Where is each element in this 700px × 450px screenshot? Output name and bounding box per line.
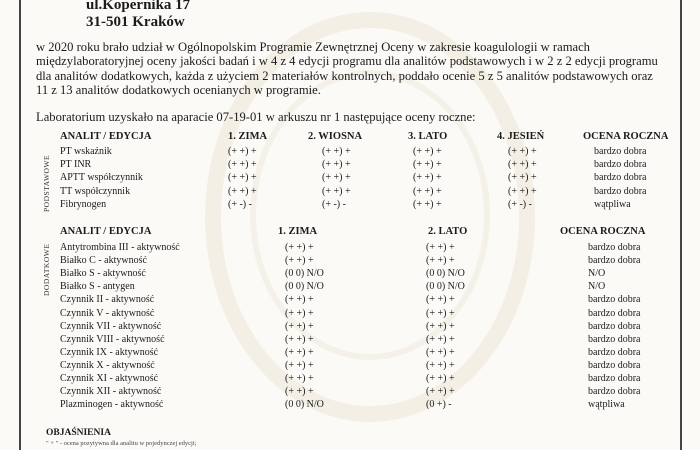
- additional-cell: (0 +) -: [426, 399, 452, 411]
- intro-paragraph: w 2020 roku brało udział w Ogólnopolskim Programie Zewnętrznej Oceny w zakresie koagulologii w ramach międzylaboratoryjnej oceny jakości badań i w 4 z 4 edycji programu dla analitów podstawowych i w 2 z 2 edycji programu dla analitów dodatkowych, każda z użyciem 2 materiałów kontrolnych, poddało ocenie 5 z 5 analitów podstawowych oraz 11 z 13 analitów dodatkowych ocenianych w programie.: [36, 40, 658, 97]
- basic-header-3: 3. LATO: [408, 131, 448, 142]
- basic-analyte-name: PT wskaźnik: [60, 146, 112, 157]
- basic-cell: (+ +) +: [322, 146, 351, 157]
- basic-cell: (+ -) -: [508, 198, 532, 210]
- additional-cell: (+ +) +: [426, 359, 455, 371]
- basic-cell: (+ +) +: [322, 159, 351, 171]
- additional-cell: (0 0) N/O: [285, 281, 324, 293]
- additional-cell: bardzo dobra: [588, 333, 641, 345]
- basic-cell: (+ +) +: [413, 198, 442, 210]
- notes-title: OBJAŚNIENIA: [46, 428, 111, 438]
- additional-analyte-name: Czynnik X - aktywność: [60, 359, 155, 371]
- basic-cell: (+ +) +: [322, 185, 351, 197]
- basic-cell: (+ +) +: [508, 146, 537, 157]
- additional-cell: bardzo dobra: [588, 386, 641, 398]
- additional-cell: bardzo dobra: [588, 346, 641, 358]
- additional-analyte-name: Czynnik XI - aktywność: [60, 373, 159, 384]
- basic-side-label: PODSTAWOWE: [42, 154, 51, 212]
- additional-analyte-name: Czynnik IX - aktywność: [60, 346, 159, 358]
- right-border: [680, 0, 682, 450]
- additional-cell: (+ +) +: [426, 294, 455, 306]
- additional-cell: (0 0) N/O: [426, 268, 465, 280]
- basic-cell: (+ +) +: [413, 172, 442, 184]
- additional-analyte-name: Czynnik XII - aktywność: [60, 386, 162, 398]
- basic-cell: bardzo dobra: [594, 185, 647, 197]
- left-border: [19, 0, 21, 450]
- additional-cell: bardzo dobra: [588, 255, 641, 267]
- address-city: 31-501 Kraków: [86, 14, 185, 30]
- basic-cell: (+ +) +: [508, 185, 537, 197]
- additional-analyte-name: Czynnik VII - aktywność: [60, 320, 162, 332]
- basic-cell: bardzo dobra: [594, 172, 647, 184]
- basic-header-1: 1. ZIMA: [228, 131, 268, 142]
- basic-header-0: ANALIT / EDYCJA: [60, 131, 152, 142]
- additional-cell: bardzo dobra: [588, 359, 641, 371]
- additional-analyte-name: Czynnik V - aktywność: [60, 307, 155, 319]
- basic-analyte-name: TT współczynnik: [60, 185, 131, 197]
- additional-cell: (+ +) +: [285, 294, 314, 306]
- basic-cell: bardzo dobra: [594, 146, 647, 157]
- additional-header-3: OCENA ROCZNA: [560, 226, 646, 237]
- additional-cell: (+ +) +: [285, 320, 314, 332]
- additional-analyte-name: Czynnik VIII - aktywność: [60, 333, 165, 345]
- additional-analyte-name: Białko C - aktywność: [60, 255, 147, 267]
- basic-cell: (+ +) +: [322, 172, 351, 184]
- additional-cell: bardzo dobra: [588, 320, 641, 332]
- additional-header-2: 2. LATO: [428, 226, 468, 237]
- additional-header-1: 1. ZIMA: [278, 226, 318, 237]
- additional-cell: bardzo dobra: [588, 373, 641, 384]
- additional-cell: (+ +) +: [426, 307, 455, 319]
- additional-cell: (+ +) +: [426, 320, 455, 332]
- additional-cell: (+ +) +: [285, 255, 314, 267]
- additional-analyte-name: Plazminogen - aktywność: [60, 399, 164, 411]
- additional-cell: N/O: [588, 281, 606, 293]
- additional-cell: bardzo dobra: [588, 294, 641, 306]
- additional-analyte-name: Białko S - aktywność: [60, 268, 146, 280]
- basic-cell: bardzo dobra: [594, 159, 647, 171]
- additional-cell: (+ +) +: [285, 333, 314, 345]
- additional-side-label: DODATKOWE: [42, 243, 51, 296]
- basic-analyte-name: APTT współczynnik: [60, 172, 143, 184]
- basic-cell: (+ +) +: [413, 146, 442, 157]
- additional-cell: (+ +) +: [285, 359, 314, 371]
- additional-cell: (0 0) N/O: [285, 399, 324, 411]
- basic-cell: (+ +) +: [413, 159, 442, 171]
- additional-cell: bardzo dobra: [588, 242, 641, 253]
- basic-cell: (+ +) +: [413, 185, 442, 197]
- additional-analyte-name: Białko S - antygen: [60, 281, 135, 293]
- additional-cell: (0 0) N/O: [285, 268, 324, 280]
- lab-line: Laboratorium uzyskało na aparacie 07-19-01 w arkuszu nr 1 następujące oceny roczne:: [36, 110, 476, 124]
- additional-cell: (+ +) +: [426, 373, 455, 384]
- basic-header-4: 4. JESIEŃ: [497, 131, 545, 142]
- basic-analyte-name: Fibrynogen: [60, 198, 107, 210]
- additional-cell: (+ +) +: [285, 386, 314, 398]
- additional-cell: bardzo dobra: [588, 307, 641, 319]
- additional-header-0: ANALIT / EDYCJA: [60, 226, 152, 237]
- basic-cell: wątpliwa: [594, 198, 631, 210]
- additional-cell: (+ +) +: [426, 386, 455, 398]
- additional-analyte-name: Antytrombina III - aktywność: [60, 242, 180, 253]
- additional-cell: (+ +) +: [285, 373, 314, 384]
- basic-cell: (+ +) +: [228, 159, 257, 171]
- additional-cell: (+ +) +: [426, 346, 455, 358]
- additional-cell: (+ +) +: [426, 333, 455, 345]
- additional-analyte-name: Czynnik II - aktywność: [60, 294, 155, 306]
- notes-text: " + " - ocena pozytywna dla analitu w pojedynczej edycji;: [46, 440, 197, 447]
- additional-cell: (+ +) +: [285, 242, 314, 253]
- additional-cell: (+ +) +: [285, 346, 314, 358]
- basic-cell: (+ +) +: [228, 172, 257, 184]
- basic-header-2: 2. WIOSNA: [308, 131, 363, 142]
- basic-cell: (+ -) -: [228, 198, 252, 210]
- basic-header-5: OCENA ROCZNA: [583, 131, 669, 142]
- basic-analyte-name: PT INR: [60, 159, 92, 171]
- additional-cell: (+ +) +: [426, 242, 455, 253]
- basic-cell: (+ +) +: [228, 146, 257, 157]
- basic-cell: (+ +) +: [228, 185, 257, 197]
- basic-cell: (+ -) -: [322, 198, 346, 210]
- address-street: ul.Kopernika 17: [86, 0, 191, 13]
- additional-cell: (+ +) +: [285, 307, 314, 319]
- additional-cell: N/O: [588, 268, 606, 280]
- basic-cell: (+ +) +: [508, 159, 537, 171]
- additional-cell: wątpliwa: [588, 399, 625, 411]
- additional-cell: (+ +) +: [426, 255, 455, 267]
- additional-cell: (0 0) N/O: [426, 281, 465, 293]
- basic-cell: (+ +) +: [508, 172, 537, 184]
